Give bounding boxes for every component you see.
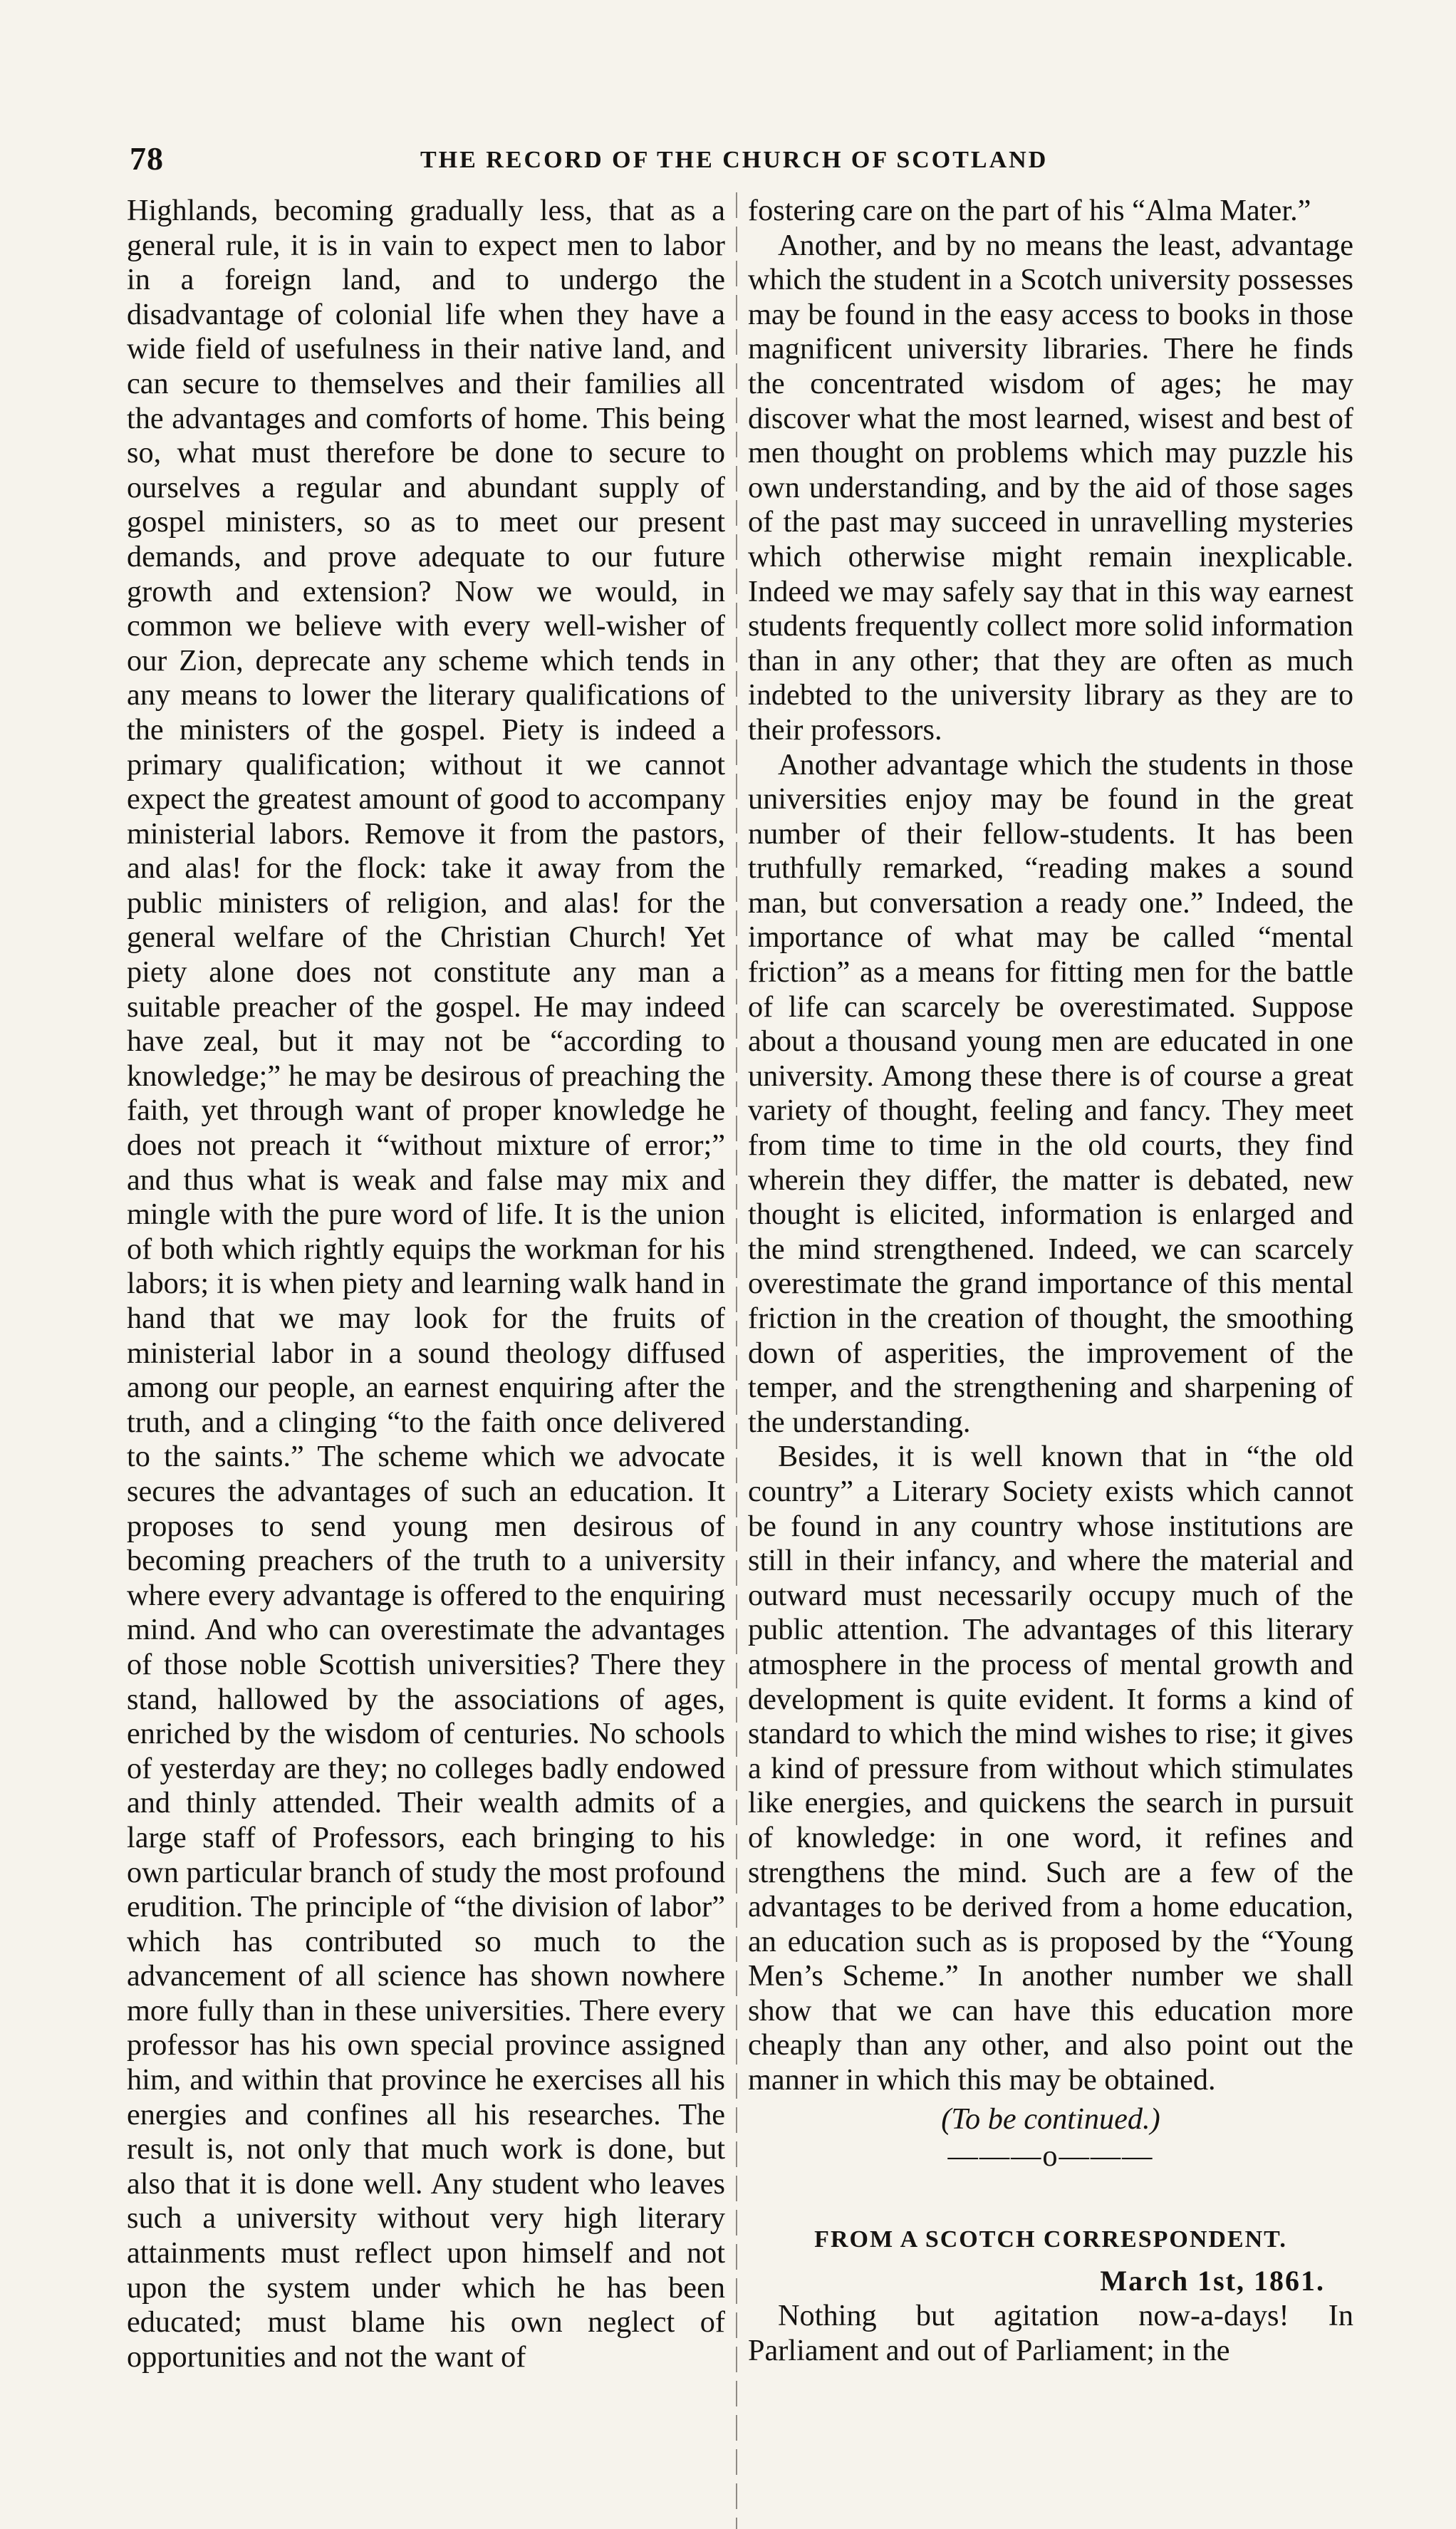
running-title: THE RECORD OF THE CHURCH OF SCOTLAND bbox=[420, 147, 1049, 173]
left-column bbox=[127, 194, 725, 2374]
to-be-continued-note: (To be continued.) bbox=[941, 2102, 1160, 2136]
correspondent-opening: Nothing but agitation now-a-days! In Parliament and out of Parliament; in the bbox=[748, 2299, 1353, 2367]
right-paragraph-1: fostering care on the part of his “Alma Mater.” bbox=[748, 194, 1311, 227]
dateline: March 1st, 1861. bbox=[1100, 2265, 1325, 2297]
right-paragraph-4: Besides, it is well known that in “the old country” a Literary Society exists which cannot be found in any country whose institutions are still in their infancy, and where the material and outward must necessarily occupy much of the public attention. The advantages of this literary atmosphere in the process of mental growth and development is quite evident. It forms a kind of standard to which the mind wishes to rise; it gives a kind of pressure from without which stimulates like energies, and quickens the search in pursuit of knowledge: in one word, it refines and strengthens the mind. Such are a few of the advantages to be derived from a home education, an education such as is proposed by the “Young Men’s Scheme.” In another number we shall show that we can have this education more cheaply than any other, and also point out the manner in which this may be obtained. bbox=[748, 1440, 1353, 2097]
correspondent-heading: FROM A SCOTCH CORRESPONDENT. bbox=[814, 2226, 1287, 2253]
section-separator: ———o——— bbox=[947, 2139, 1154, 2174]
right-paragraph-2: Another, and by no means the least, advantage which the student in a Scotch university possesses may be found in the easy access to books in those magnificent university libraries. There he finds the concentrated wisdom of ages; he may discover what the most learned, wisest and best of men thought on problems which may puzzle his own understanding, and by the aid of those sages of the past may succeed in unravelling mysteries which otherwise might remain inexplicable. Indeed we may safely say that in this way earnest students frequently collect more solid information than in any other; that they are often as much indebted to the university library as they are to their professors. bbox=[748, 228, 1353, 747]
left-paragraph-1: Highlands, becoming gradually less, that as a general rule, it is in vain to expect men to labor in a foreign land, and to undergo the disadvantage of colonial life when they have a wide field of usefulness in their native land, and can secure to themselves and their families all the advantages and comforts of home. This being so, what must therefore be done to secure to ourselves a regular and abundant supply of gospel ministers, so as to meet our present demands, and prove adequate to our future growth and extension? Now we would, in common we believe with every well-wisher of our Zion, deprecate any scheme which tends in any means to lower the literary qualifications of the ministers of the gospel. Piety is indeed a primary qualification; without it we cannot expect the greatest amount of good to accompany ministerial labors. Remove it from the pastors, and alas! for the flock: take it away from the public ministers of religion, and alas! for the general welfare of the Christian Church! Yet piety alone does not constitute any man a suitable preacher of the gospel. He may indeed have zeal, but it may not be “according to knowledge;” he may be desirous of preaching the faith, yet through want of proper knowledge he does not preach it “without mixture of error;” and thus what is weak and false may mix and mingle with the pure word of life. It is the union of both which rightly equips the workman for his labors; it is when piety and learning walk hand in hand that we may look for the fruits of ministerial labor in a sound theology diffused among our people, an earnest enquiring after the truth, and a clinging “to the faith once delivered to the saints.” The scheme which we advocate secures the advantages of such an education. It proposes to send young men desirous of becoming preachers of the truth to a university where every advantage is offered to the enquiring mind. And who can overestimate the advantages of those noble Scottish universities? There they stand, hallowed by the associations of ages, enriched by the wisdom of centuries. No schools of yesterday are they; no colleges badly endowed and thinly attended. Their wealth admits of a large staff of Professors, each bringing to his own particular branch of study the most profound erudition. The principle of “the division of labor” which has contributed so much to the advancement of all science has shown nowhere more fully than in these universities. There every professor has his own special province assigned him, and within that province he exercises all his energies and confines all his researches. The result is, not only that much work is done, but also that it is done well. Any student who leaves such a university without very high literary attainments must reflect upon himself and not upon the system under which he has been educated; must blame his own neglect of opportunities and not the want of bbox=[127, 194, 725, 2374]
page-number: 78 bbox=[130, 140, 164, 177]
right-paragraph-3: Another advantage which the students in those universities enjoy may be found in the great number of their fellow-students. It has been truthfully remarked, “reading makes a sound man, but conversation a ready one.” Indeed, the importance of what may be called “mental friction” as a means for fitting men for the battle of life can scarcely be overestimated. Suppose about a thousand young men are educated in one university. Among these there is of course a great variety of thought, feeling and fancy. They meet from time to time in the old courts, they find wherein they differ, the matter is debated, new thought is elicited, information is enlarged and the mind strengthened. Indeed, we can scarcely overestimate the grand importance of this mental friction in the creation of thought, the smoothing down of asperities, the improvement of the temper, and the strengthening and sharpening of the understanding. bbox=[748, 747, 1353, 1439]
column-divider bbox=[736, 192, 737, 2529]
page-header bbox=[121, 140, 1353, 182]
right-column bbox=[748, 194, 1353, 2368]
